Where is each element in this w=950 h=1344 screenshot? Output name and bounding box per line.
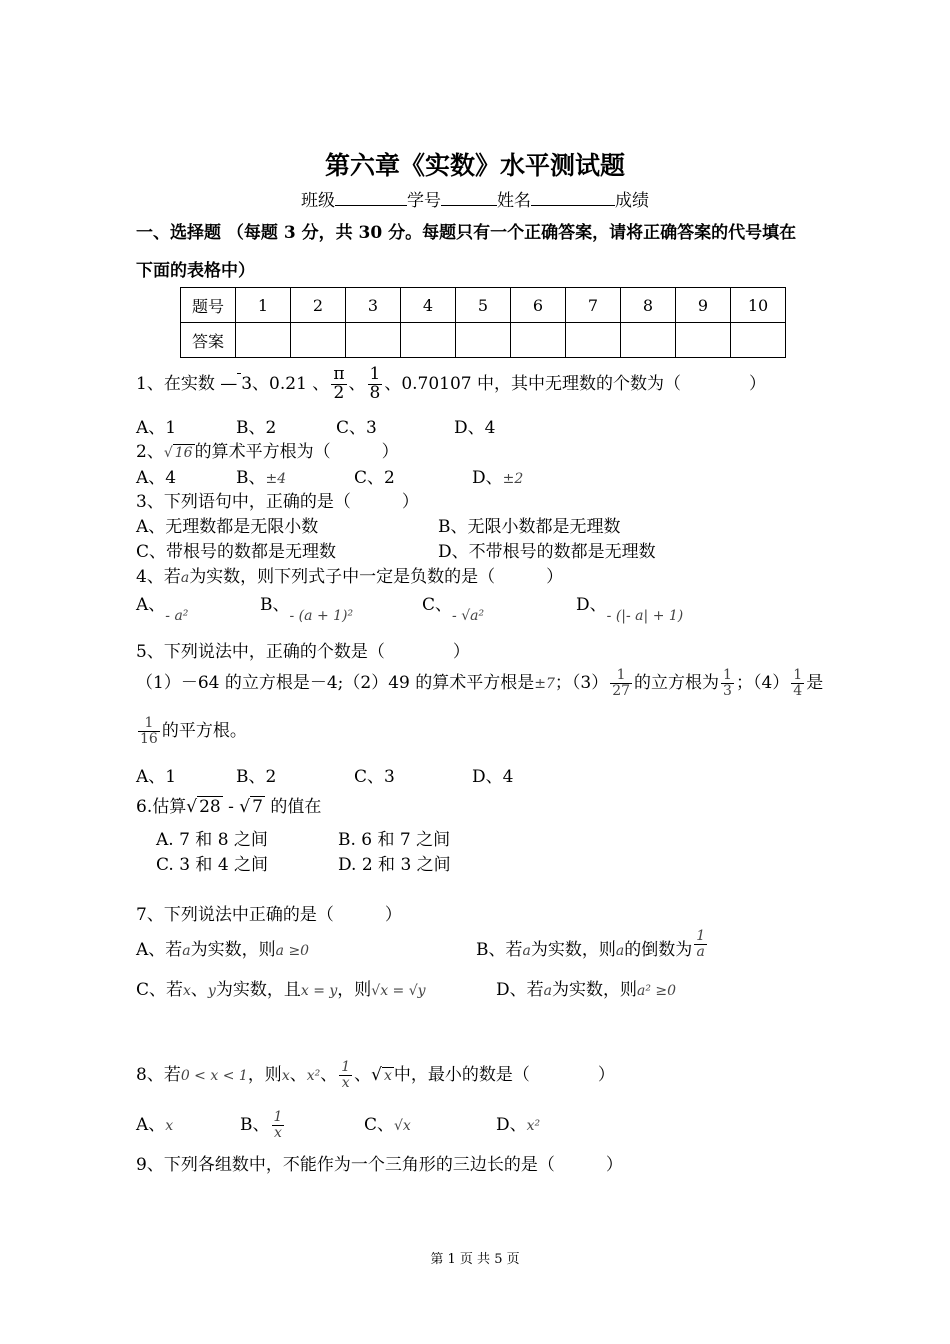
answer-cell[interactable] — [236, 323, 291, 358]
page-footer: 第 1 页 共 5 页 — [430, 1252, 520, 1267]
number-cell: 10 — [731, 288, 786, 323]
row-head-number: 题号 — [181, 288, 236, 323]
question-4: 4、若a为实数，则下列式子中一定是负数的是（ ） — [136, 567, 564, 587]
number-cell: 5 — [456, 288, 511, 323]
q7-options-row1: A、若a为实数，则a ≥0 B、若a为实数，则a的倒数为 $\frac{1}{a}$ — [136, 928, 706, 960]
q5-statements-cont: $\frac{1}{16}$ 的平方根。 — [140, 715, 247, 747]
question-6: 6.估算√ 28 - √ 7 的值在 — [136, 797, 322, 817]
q7-options-row2: C、若x、y为实数，且x = y，则√x = √y D、若a为实数，则a² ≥0 — [136, 980, 677, 1000]
table-row — [181, 288, 786, 323]
class-blank — [335, 189, 407, 206]
number-cell: 2 — [291, 288, 346, 323]
question-1: 1、在实数 — 3、0.21 、 $\frac{\pi}{2}$ 、 $\frac{1}{8}$ 、0.70107 中，其中无理数的个数为（ ） — [136, 364, 767, 403]
q4-options: A、$_{- a^2}$B、$_{- (a + 1)^2}$C、$_{- √a^2}$D、$_{- (|- a| + 1)}$ — [136, 595, 684, 624]
number-cell: 1 — [236, 288, 291, 323]
score-label: 成绩 — [615, 191, 649, 211]
q2-options: A、4 B、±4 C、2 D、±2 — [136, 468, 524, 488]
q1-options: A、1 B、2 C、3 D、4 — [136, 418, 496, 438]
answer-cell[interactable] — [346, 323, 401, 358]
number-cell: 6 — [511, 288, 566, 323]
table-row — [181, 323, 786, 358]
answer-cell[interactable] — [401, 323, 456, 358]
answer-cell[interactable] — [676, 323, 731, 358]
q5-options: A、1 B、2 C、3 D、4 — [136, 767, 514, 787]
fraction: $\frac{\pi}{2}$ — [333, 364, 345, 403]
question-8: 8、若0 < x < 1，则x、x²、 $\frac{1}{x}$ 、√ x 中，最小的数是（ ） — [136, 1059, 615, 1091]
answer-cell[interactable] — [731, 323, 786, 358]
answer-cell[interactable] — [566, 323, 621, 358]
page-title: 第六章《实数》水平测试题 — [324, 151, 625, 180]
q6-options-row1: A. 7 和 8 之间 B. 6 和 7 之间 — [156, 830, 451, 850]
row-head-answer: 答案 — [181, 323, 236, 358]
answer-cell[interactable] — [456, 323, 511, 358]
question-5: 5、下列说法中，正确的个数是（ ） — [136, 642, 470, 662]
q3-options-row1: A、无理数都是无限小数 B、无限小数都是无理数 — [136, 517, 621, 537]
q6-options-row2: C. 3 和 4 之间 D. 2 和 3 之间 — [156, 855, 451, 875]
question-2: 2、√ 16 的算术平方根为（ ） — [136, 442, 399, 462]
id-label: 学号 — [407, 191, 441, 211]
section-heading: 一、选择题 （每题 3 分，共 30 分。每题只有一个正确答案，请将正确答案的代号填在 — [136, 223, 797, 243]
id-blank — [441, 189, 497, 206]
number-cell: 8 — [621, 288, 676, 323]
answer-table — [180, 287, 786, 358]
question-9: 9、下列各组数中，不能作为一个三角形的三边长的是（ ） — [136, 1155, 623, 1175]
q3-options-row2: C、带根号的数都是无理数 D、不带根号的数都是无理数 — [136, 542, 656, 562]
student-info-line — [0, 186, 950, 211]
number-cell: 7 — [566, 288, 621, 323]
class-label: 班级 — [301, 191, 335, 211]
answer-cell[interactable] — [291, 323, 346, 358]
name-blank — [531, 189, 615, 206]
name-label: 姓名 — [497, 191, 531, 211]
answer-cell[interactable] — [621, 323, 676, 358]
number-cell: 4 — [401, 288, 456, 323]
section-heading-cont: 下面的表格中） — [136, 261, 255, 281]
answer-cell[interactable] — [511, 323, 566, 358]
number-cell: 3 — [346, 288, 401, 323]
q5-statements: （1）－64 的立方根是－4;（2）49 的算术平方根是±7；（3） $\frac{1}{27}$ 的立方根为 $\frac{1}{3}$ ；（4） $\frac{1}{4}$ 是 — [136, 667, 824, 699]
number-cell: 9 — [676, 288, 731, 323]
question-3: 3、下列语句中，正确的是（ ） — [136, 492, 419, 512]
fraction: $\frac{1}{8}$ — [369, 364, 381, 403]
question-7: 7、下列说法中正确的是（ ） — [136, 905, 402, 925]
q8-options: A、x B、 $\frac{1}{x}$ C、√x D、x² — [136, 1109, 541, 1141]
